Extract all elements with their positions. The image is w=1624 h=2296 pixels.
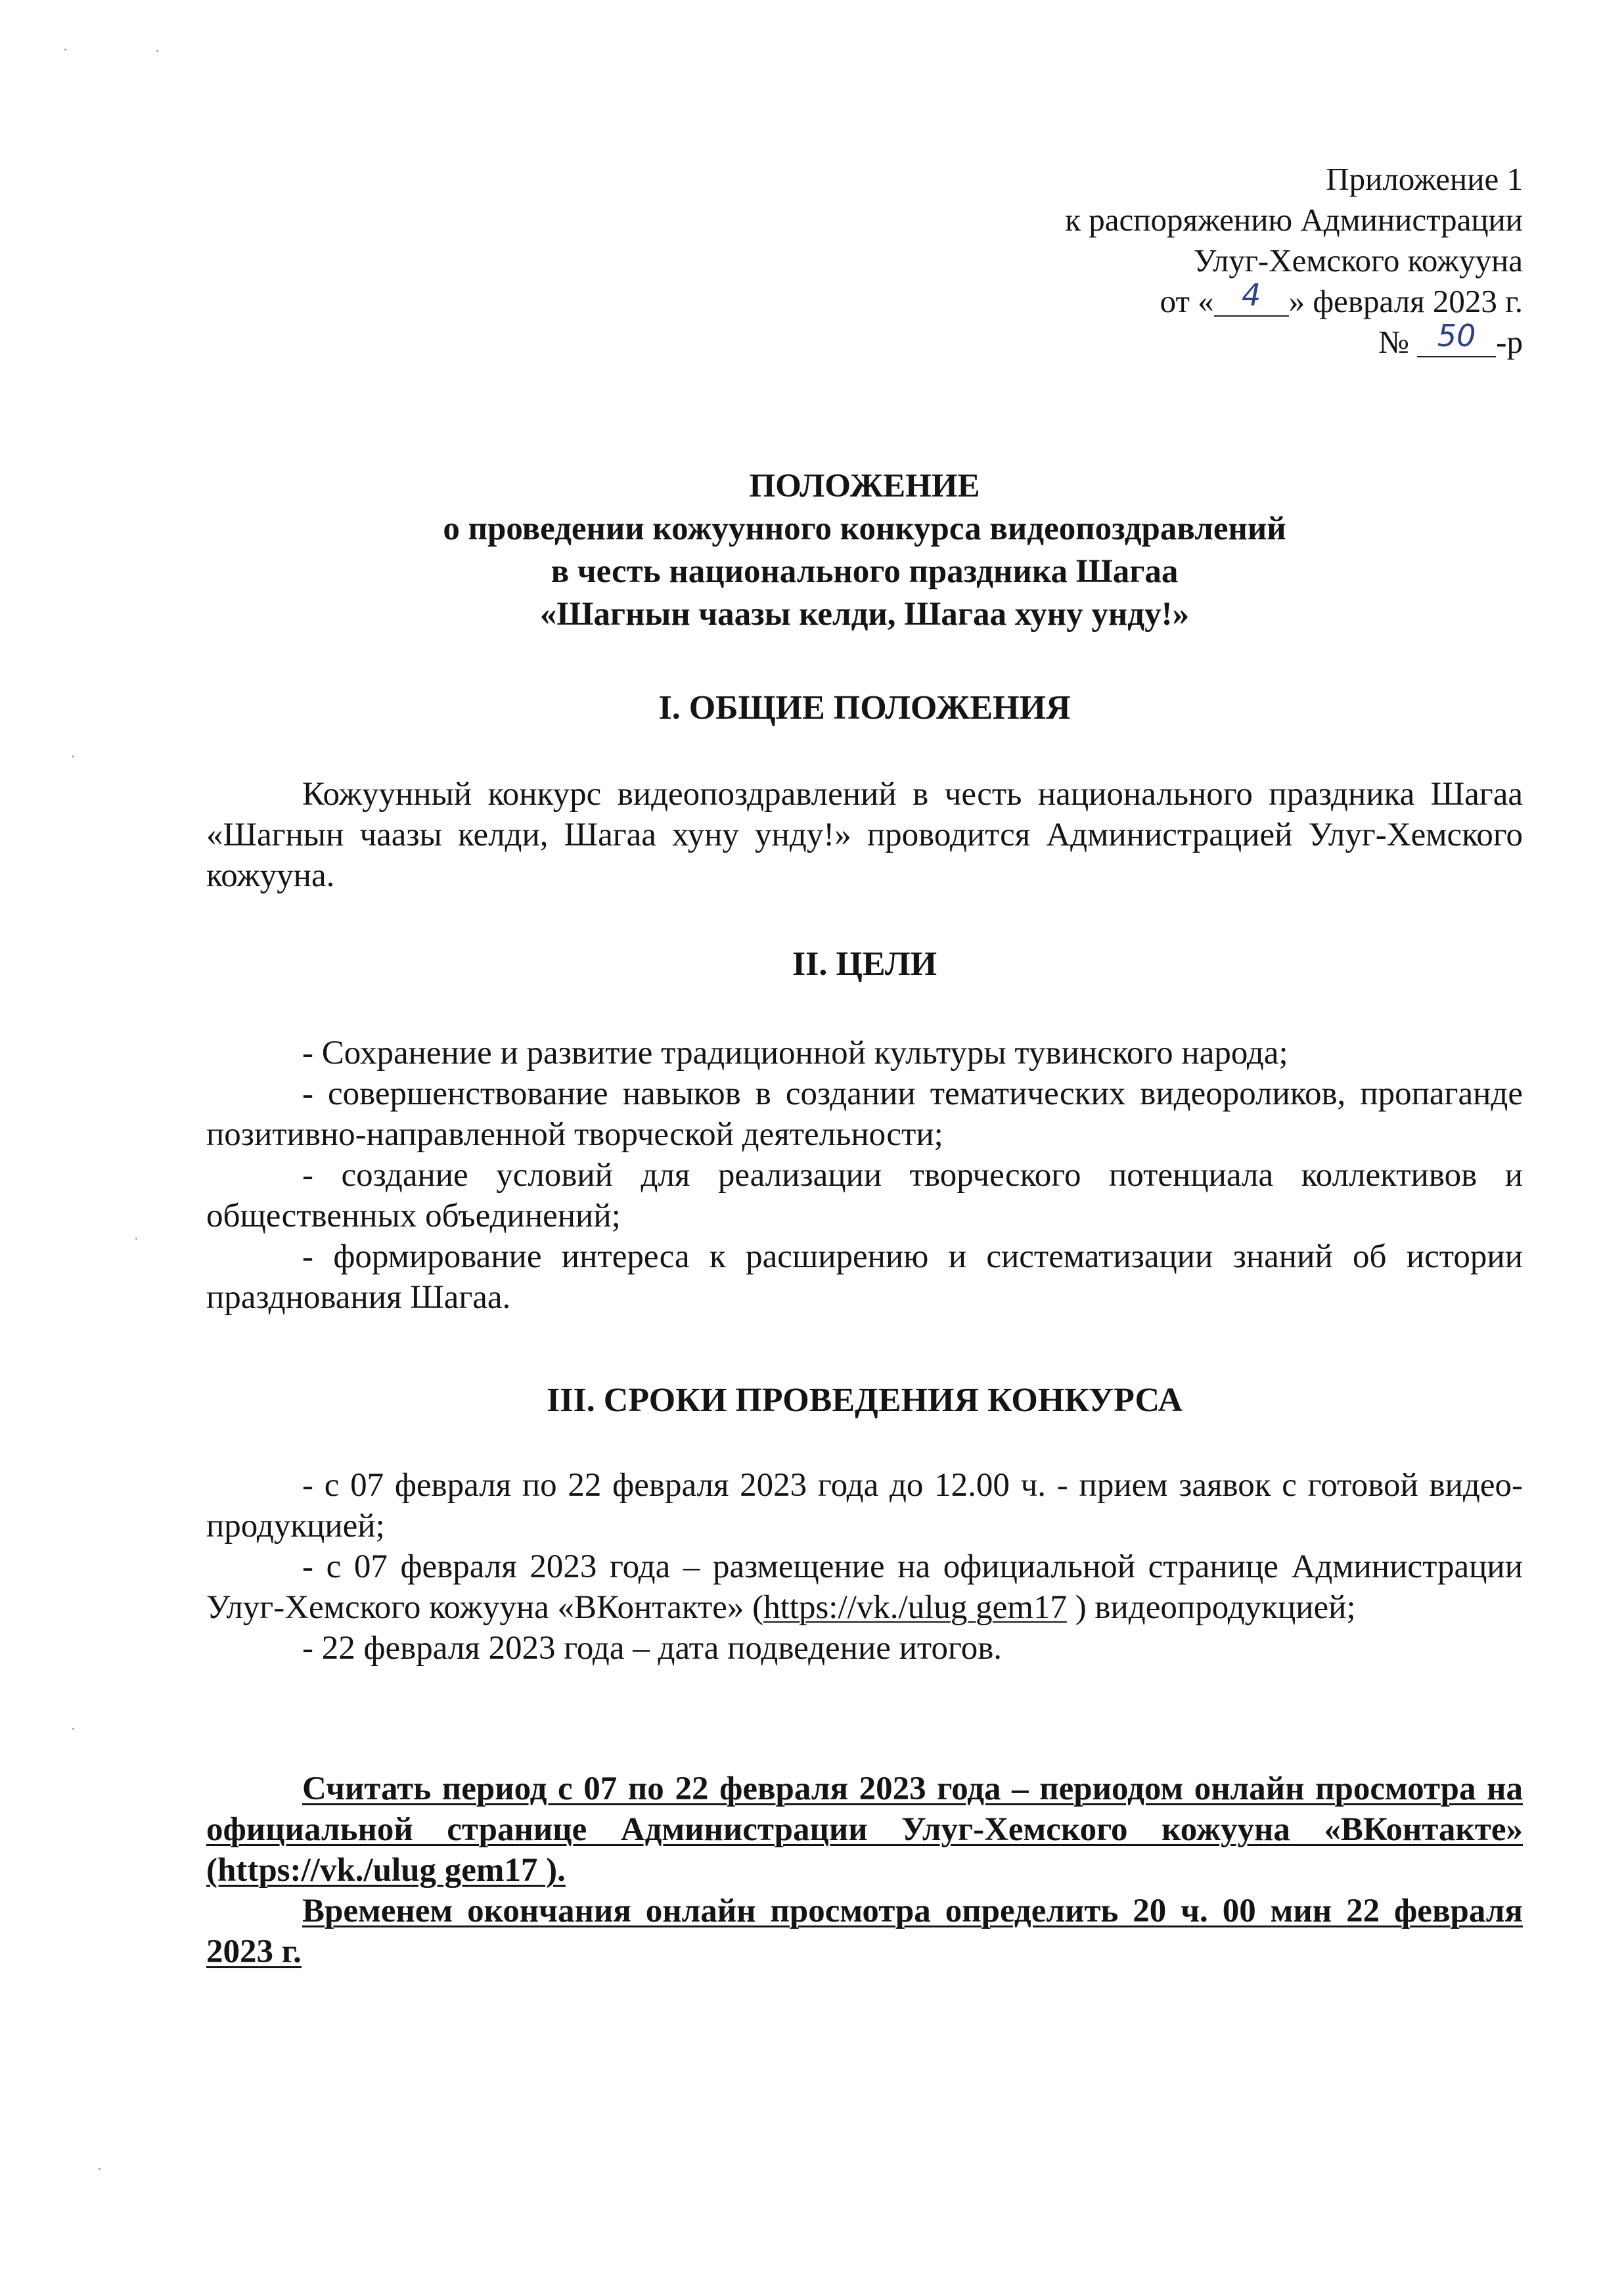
vk-link[interactable]: https://vk./ulug gem17 (763, 1589, 1067, 1626)
list-item: - с 07 февраля 2023 года – размещение на официальной странице Администрации Улуг-Хемского кожууна «ВКонтакте» (https://vk./ulug gem17 ) видеопродукцией; (206, 1548, 1523, 1626)
paragraph: Кожуунный конкурс видеопоздравлений в честь национального праздника Шагаа «Шагнын чаазы келди, Шагаа хуну унду!» проводится Администрацией Улуг-Хемского кожууна. (206, 776, 1523, 894)
bold-note: Считать период с 07 по 22 февраля 2023 года – периодом онлайн просмотра на официальной странице Администрации Улуг-Хемского кожууна «ВКонтакте» (https://vk./ulug gem17 ). (206, 1770, 1523, 1889)
section-heading: I. ОБЩИЕ ПОЛОЖЕНИЯ (658, 689, 1071, 727)
goals-list (206, 1033, 1523, 1318)
title-line: «Шагнын чаазы келди, Шагаа хуну унду!» (539, 596, 1190, 633)
title-line: ПОЛОЖЕНИЕ (749, 468, 980, 505)
terms-list (206, 1465, 1523, 1669)
scan-speck (72, 1728, 74, 1730)
handwritten-number: 50 (1417, 322, 1496, 363)
section-heading: II. ЦЕЛИ (792, 945, 937, 983)
appendix-header (1065, 159, 1523, 363)
appendix-line: к распоряжению Администрации (1065, 202, 1523, 238)
section-heading: III. СРОКИ ПРОВЕДЕНИЯ КОНКУРСА (547, 1382, 1183, 1419)
document-title (206, 465, 1523, 636)
title-line: в честь национального праздника Шагаа (551, 553, 1179, 590)
scan-speck (99, 2168, 101, 2170)
handwritten-day: 4 (1214, 281, 1289, 322)
bold-note: Временем окончания онлайн просмотра определить 20 ч. 00 мин 22 февраля 2023 г. (206, 1893, 1523, 1970)
appendix-number: № 50 -р (1065, 322, 1523, 363)
list-item: - с 07 февраля по 22 февраля 2023 года до 12.00 ч. - прием заявок с готовой видео-продукцией; (206, 1467, 1523, 1544)
section-body (206, 774, 1523, 896)
appendix-line: Улуг-Хемского кожууна (1193, 242, 1523, 279)
list-item: - создание условий для реализации творческого потенциала коллективов и общественных объединений; (206, 1157, 1523, 1234)
scan-speck (64, 49, 66, 51)
title-line: о проведении кожуунного конкурса видеопоздравлений (443, 510, 1286, 547)
list-item: - формирование интереса к расширению и систематизации знаний об истории празднования Шагаа. (206, 1238, 1523, 1316)
scan-speck (72, 755, 74, 757)
scan-speck (135, 1238, 137, 1240)
bold-notes (206, 1768, 1523, 1972)
list-item: - совершенствование навыков в создании тематических видеороликов, пропаганде позитивно-направленной творческой деятельности; (206, 1075, 1523, 1153)
appendix-date: от « 4 » февраля 2023 г. (1065, 281, 1523, 322)
list-item: - Сохранение и развитие традиционной культуры тувинского народа; (302, 1035, 1288, 1071)
list-item: - 22 февраля 2023 года – дата подведение итогов. (302, 1630, 1003, 1667)
appendix-line: Приложение 1 (1326, 161, 1523, 197)
scan-speck (156, 50, 158, 52)
